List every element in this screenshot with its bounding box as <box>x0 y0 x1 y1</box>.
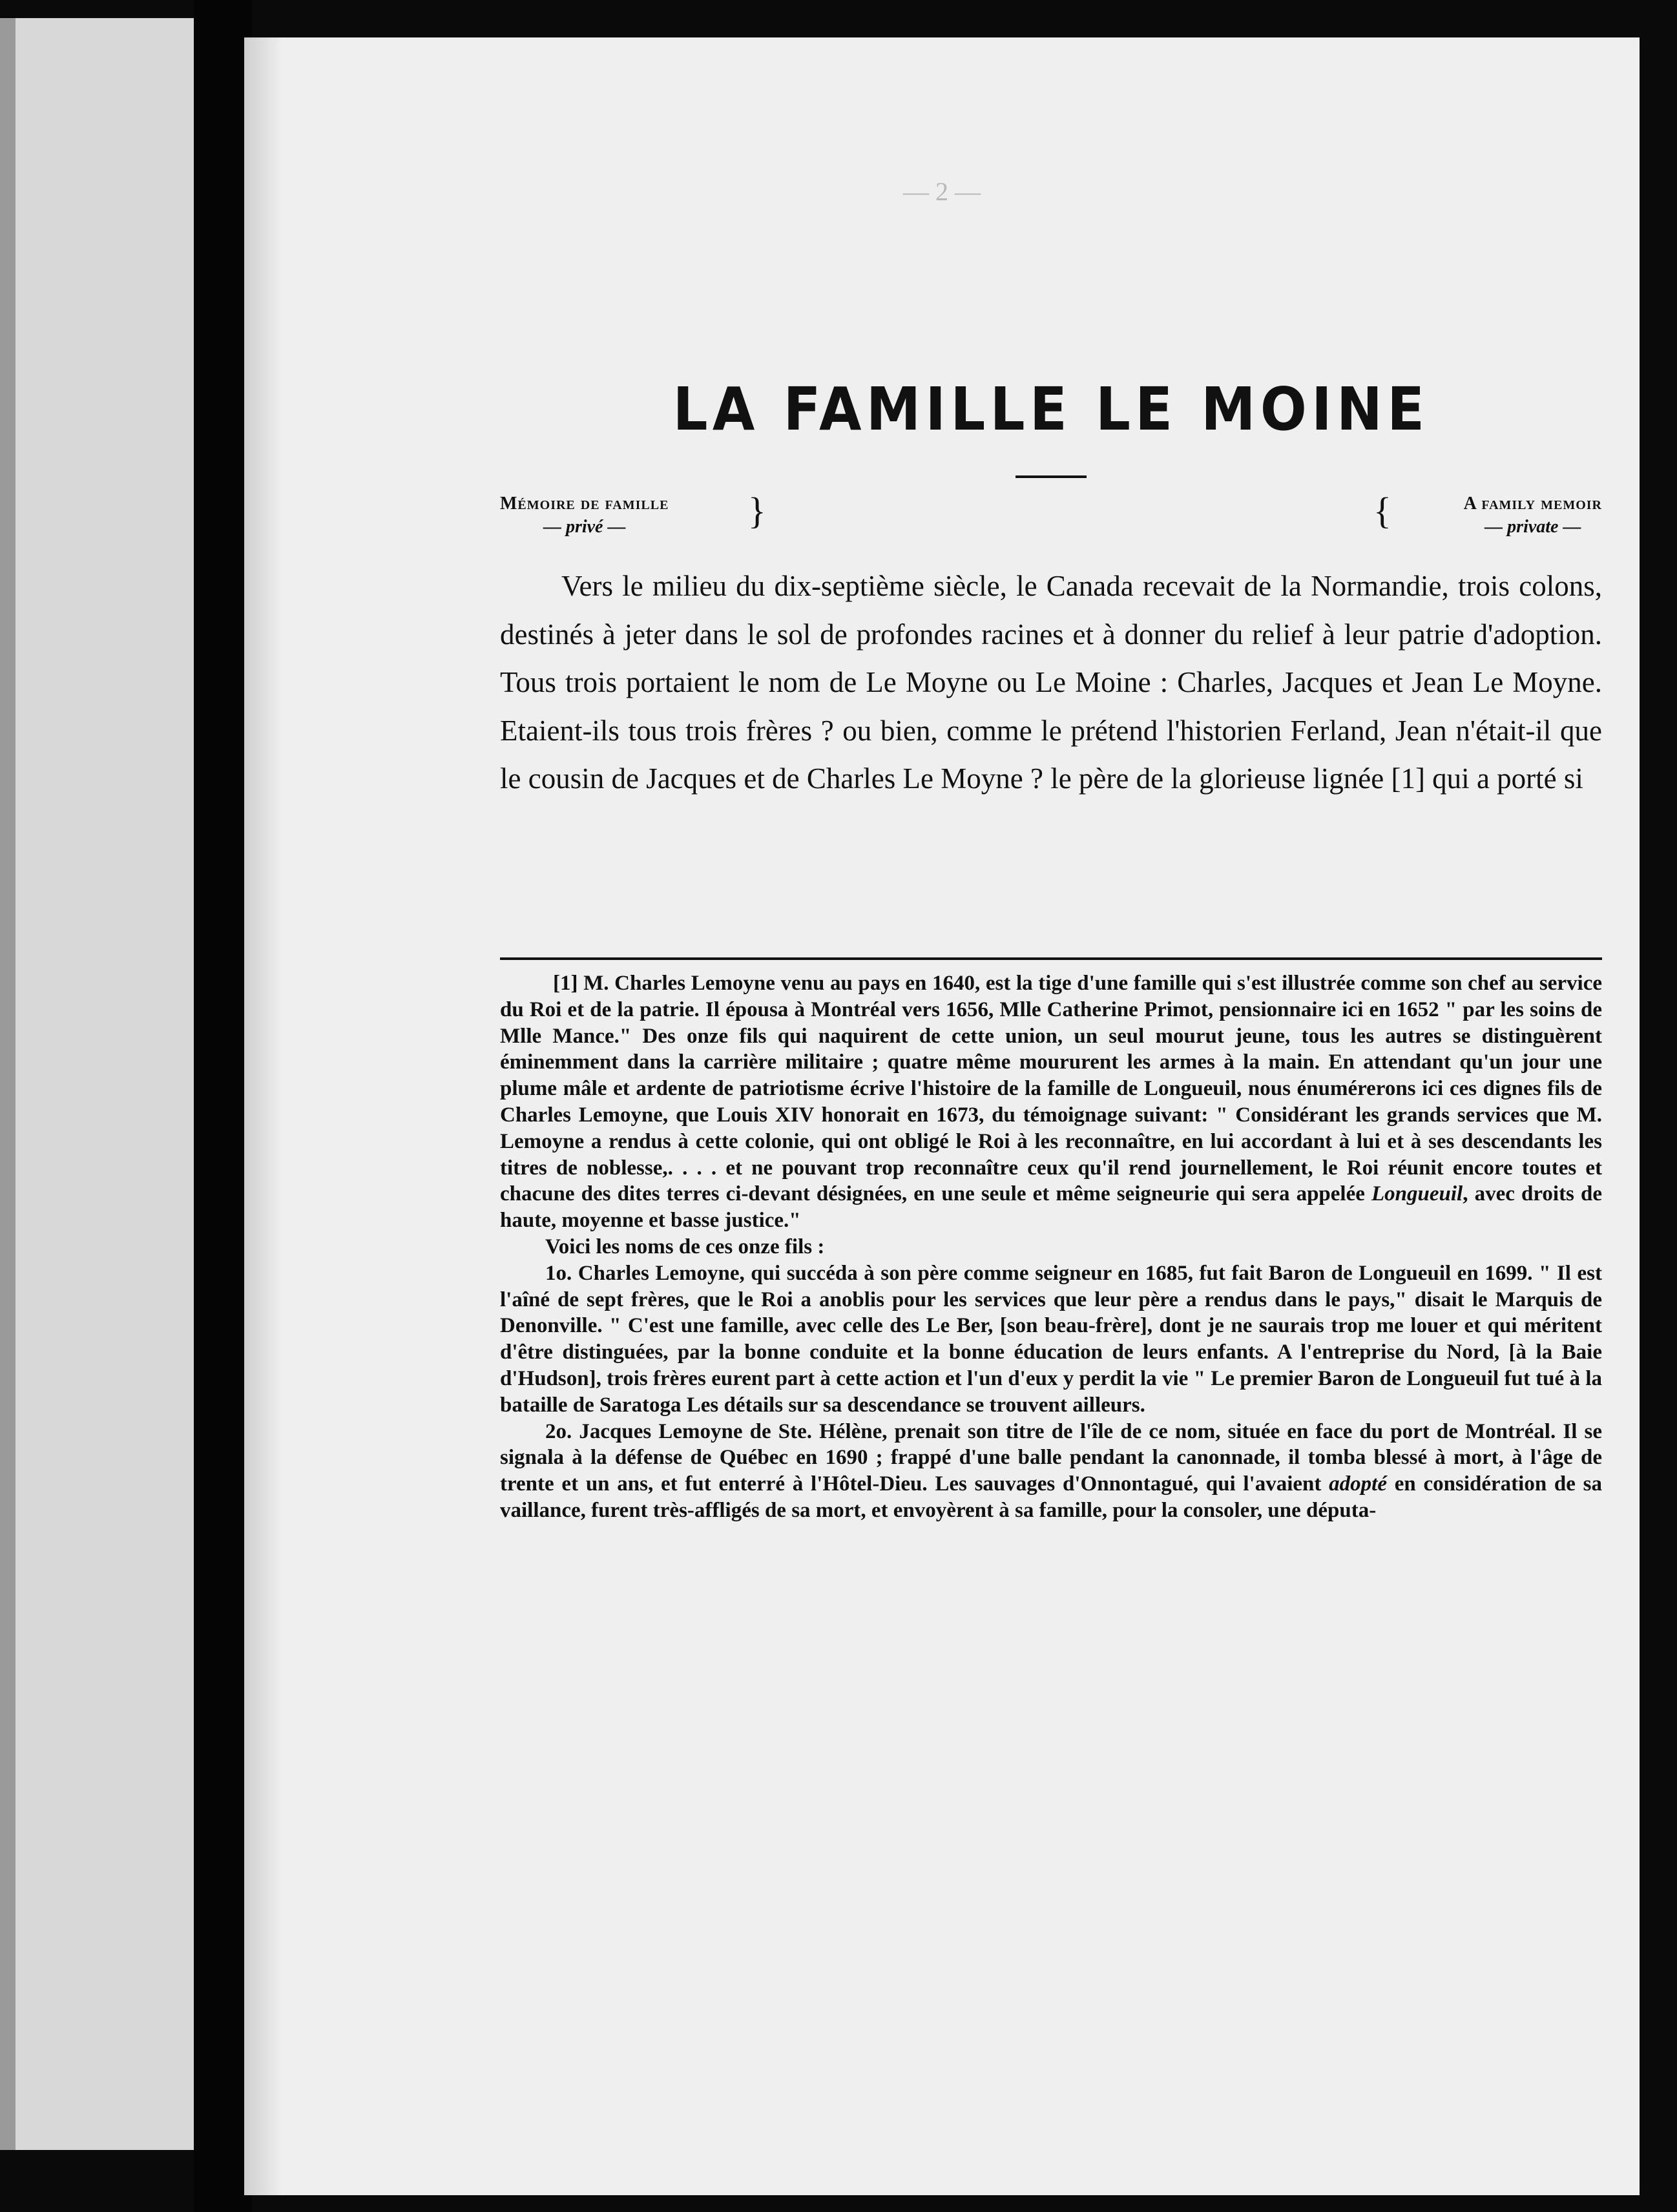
book-spine <box>194 0 252 2212</box>
page-content <box>500 375 1603 1524</box>
facing-page-shadow <box>0 18 16 2150</box>
footnote-1-end: , avec droits de haute, moyenne et basse justice." <box>500 1182 1603 1233</box>
footnote-item-2-text: 2o. Jacques Lemoyne de Ste. Hélène, prenait son titre de l'île de ce nom, située en face du port de Montréal. Il se signala à la défense de Québec en 1690 ; frappé d'une balle pendant la canonnade, il tomba blessé à mort, à l'âge de trente et un ans, et fut enterré à l'Hôtel-Dieu. Les sauvages d'Onnontagué, qui l'avaient <box>500 1419 1602 1496</box>
subheading-left-line2: — privé — <box>543 517 626 537</box>
right-brace-glyph: { <box>1373 490 1391 532</box>
page <box>244 37 1640 2195</box>
title-rule <box>1016 475 1087 478</box>
left-brace-glyph: } <box>748 490 766 532</box>
footnotes <box>500 970 1602 1524</box>
footnote-item-2-end: en considération de sa vaillance, furent très-affligés de sa mort, et envoyèrent à sa famille, pour la consoler, une députa- <box>500 1472 1603 1522</box>
footnote-item-2-italic: adopté <box>1329 1472 1387 1496</box>
footnote-intro: Voici les noms de ces onze fils : <box>545 1235 825 1258</box>
subheading-right-line1: A family memoir <box>1463 494 1602 514</box>
subheading-left <box>500 492 669 539</box>
subheading-right <box>1464 492 1602 539</box>
footnote-item-2 <box>500 1419 1602 1524</box>
page-number: — 2 — <box>903 177 981 206</box>
footnote-1-italic: Longueuil <box>1371 1182 1463 1206</box>
subheadings <box>500 492 1602 552</box>
page-title: LA FAMILLE LE MOINE <box>672 375 1430 444</box>
footnote-1 <box>500 970 1602 1234</box>
footnote-1-text: [1] M. Charles Lemoyne venu au pays en 1640, est la tige d'une famille qui s'est illustrée comme son chef au service du Roi et de la patrie. Il épousa à Montréal vers 1656, Mlle Catherine Primot, pensionnaire ici en 1652 " par les soins de Mlle Mance." Des onze fils qui naquirent de cette union, un seul mourut jeune, tous les autres se distinguèrent éminemment dans la carrière militaire ; quatre même moururent les armes à la main. En attendant qu'un jour une plume mâle et ardente de patriotisme écrive l'histoire de la famille de Longueuil, nous énumérerons ici ces dignes fils de Charles Lemoyne, que Louis XIV honorait en 1673, du témoignage suivant: " Considérant les grands services que M. Lemoyne a rendus à cette colonie, qui ont obligé le Roi à les reconnaître, en lui accordant à lui et à ses descendants les titres de noblesse,. . . . et ne pouvant trop reconnaître ceux qu'il rend journellement, le Roi réunit encore toutes et chacune des dites terres ci-devant désignées, en une seule et même seigneurie qui sera appelée <box>500 972 1602 1206</box>
subheading-left-line1: Mémoire de famille <box>500 494 669 514</box>
facing-page-edge <box>0 18 194 2150</box>
page-gutter-shade <box>244 37 283 2195</box>
body-paragraph: Vers le milieu du dix-septième siècle, le Canada recevait de la Normandie, trois colons, destinés à jeter dans le sol de profondes racines et à donner du relief à leur patrie d'adoption. Tous trois portaient le nom de Le Moyne ou Le Moine : Charles, Jacques et Jean Le Moyne. Etaient-ils tous trois frères ? ou bien, comme le prétend l'historien Ferland, Jean n'était-il que le cousin de Jacques et de Charles Le Moyne ? le père de la glorieuse lignée [1] qui a porté si <box>500 570 1602 795</box>
subheading-right-line2: — private — <box>1484 517 1581 537</box>
footnote-rule <box>500 957 1602 960</box>
footnote-item-1: 1o. Charles Lemoyne, qui succéda à son père comme seigneur en 1685, fut fait Baron de Longueuil en 1699. " Il est l'aîné de sept frères, que le Roi a anoblis pour les services que leur père a rendus dans le pays," disait le Marquis de Denonville. " C'est une famille, avec celle des Le Ber, [son beau-frère], dont je ne saurais trop me louer et qui méritent d'être distinguées, par la bonne conduite et la bonne éducation de leurs enfants. A l'entreprise du Nord, [à la Baie d'Hudson], trois frères eurent part à cette action et l'un d'eux y perdit la vie " Le premier Baron de Longueuil fut tué à la bataille de Saratoga Les détails sur sa descendance se trouvent ailleurs. <box>500 1261 1602 1417</box>
